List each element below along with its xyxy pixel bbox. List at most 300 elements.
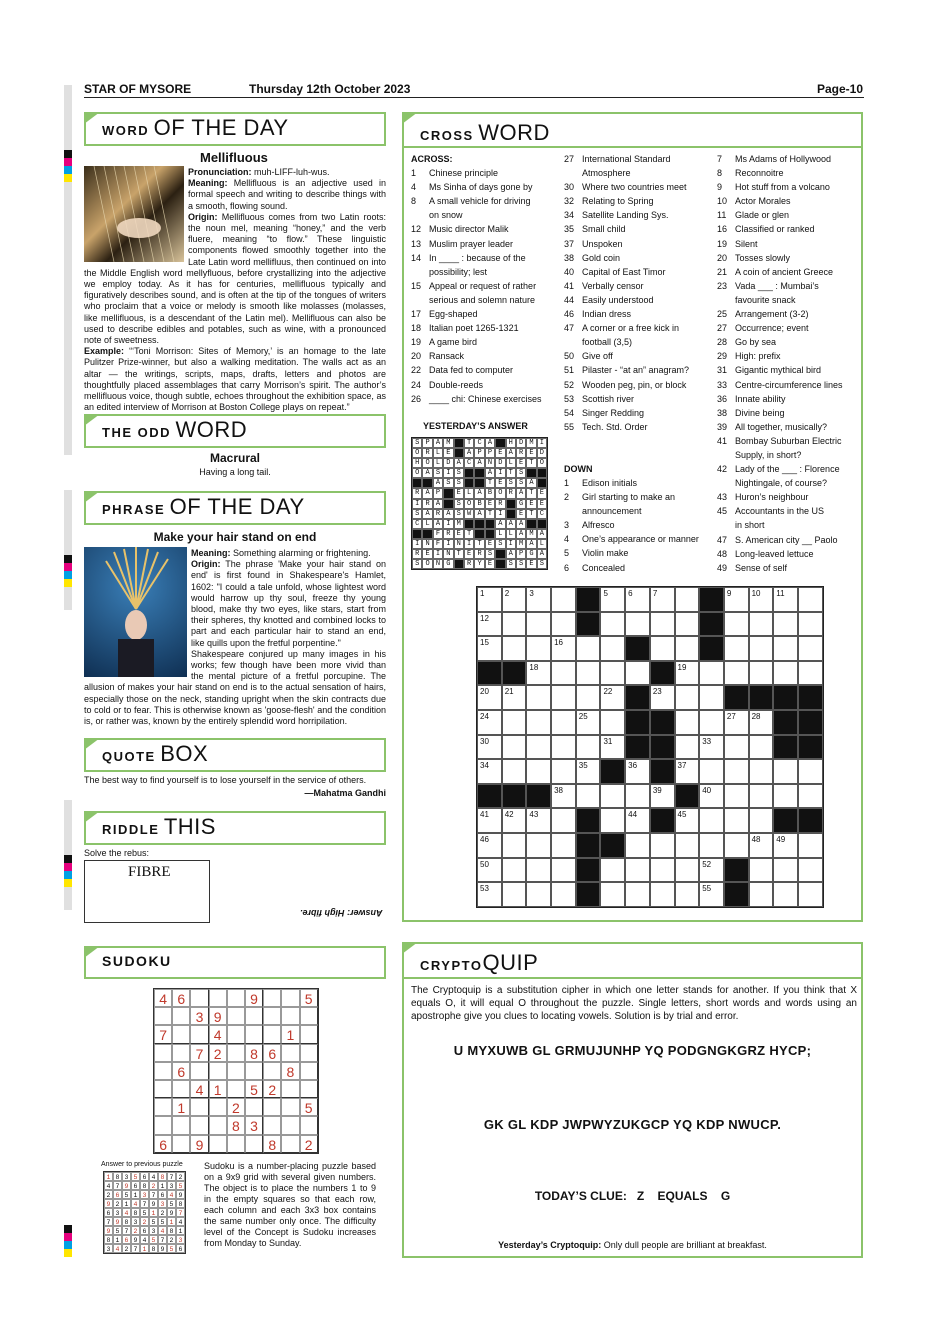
crossword-cell[interactable] bbox=[724, 612, 749, 637]
crossword-cell[interactable] bbox=[551, 612, 576, 637]
sudoku-cell[interactable] bbox=[154, 1098, 172, 1116]
crossword-cell[interactable] bbox=[675, 882, 700, 907]
crossword-cell[interactable] bbox=[749, 833, 774, 858]
crossword-cell[interactable] bbox=[699, 759, 724, 784]
crossword-cell[interactable] bbox=[502, 808, 527, 833]
answer-cell: B bbox=[474, 499, 484, 509]
crossword-cell[interactable] bbox=[773, 661, 798, 686]
sudoku-cell[interactable] bbox=[209, 989, 227, 1007]
crossword-cell[interactable] bbox=[502, 882, 527, 907]
cell-number: 27 bbox=[726, 711, 736, 721]
sudoku-cell[interactable] bbox=[227, 1062, 245, 1080]
crossword-cell[interactable] bbox=[502, 759, 527, 784]
prev-sudoku-cell: 7 bbox=[131, 1244, 140, 1253]
clue-number: 40 bbox=[564, 266, 575, 277]
clue-number: 10 bbox=[717, 196, 728, 207]
crossword-cell[interactable] bbox=[650, 858, 675, 883]
answer-cell: G bbox=[516, 499, 526, 509]
sudoku-cell[interactable] bbox=[281, 1007, 299, 1025]
prev-sudoku-cell: 3 bbox=[104, 1244, 113, 1253]
crossword-cell[interactable] bbox=[724, 735, 749, 760]
sudoku-cell[interactable] bbox=[300, 1116, 318, 1134]
answer-cell: R bbox=[443, 529, 453, 539]
clue-number: 27 bbox=[564, 154, 575, 164]
answer-cell: C bbox=[412, 519, 422, 529]
crossword-cell[interactable] bbox=[600, 685, 625, 710]
crossword-cell[interactable] bbox=[502, 735, 527, 760]
clue-text: High: prefix bbox=[735, 351, 781, 362]
crossword-cell[interactable] bbox=[798, 587, 823, 612]
sudoku-cell[interactable] bbox=[209, 1116, 227, 1134]
crossword-cell[interactable] bbox=[724, 661, 749, 686]
section-title-small: RIDDLE bbox=[102, 822, 160, 837]
answer-cell: D bbox=[516, 438, 526, 448]
crossword-cell[interactable] bbox=[724, 636, 749, 661]
crossword-cell bbox=[798, 685, 823, 710]
answer-cell: N bbox=[485, 458, 495, 468]
crossword-cell[interactable] bbox=[650, 587, 675, 612]
sudoku-cell[interactable] bbox=[281, 1044, 299, 1062]
crossword-cell[interactable] bbox=[798, 882, 823, 907]
answer-cell bbox=[537, 468, 547, 478]
crossword-cell[interactable] bbox=[477, 636, 502, 661]
crossword-cell[interactable] bbox=[551, 858, 576, 883]
crossword-cell[interactable] bbox=[551, 710, 576, 735]
clue-text: Innate ability bbox=[735, 393, 786, 404]
crossword-cell[interactable] bbox=[526, 833, 551, 858]
prev-sudoku-cell: 2 bbox=[176, 1172, 185, 1181]
crossword-cell[interactable] bbox=[600, 735, 625, 760]
crossword-cell[interactable] bbox=[675, 833, 700, 858]
crossword-cell[interactable] bbox=[773, 587, 798, 612]
crossword-cell bbox=[650, 808, 675, 833]
sudoku-cell[interactable] bbox=[281, 1080, 299, 1098]
sudoku-cell[interactable] bbox=[263, 1007, 281, 1025]
crossword-cell[interactable] bbox=[798, 661, 823, 686]
sudoku-cell[interactable] bbox=[281, 1098, 299, 1116]
sudoku-cell[interactable] bbox=[154, 1007, 172, 1025]
crossword-cell[interactable] bbox=[798, 833, 823, 858]
crossword-cell[interactable] bbox=[600, 587, 625, 612]
phrase-meaning-label: Meaning: bbox=[191, 548, 231, 558]
crossword-cell[interactable] bbox=[502, 710, 527, 735]
clue-number: 6 bbox=[564, 562, 570, 573]
crossword-cell[interactable] bbox=[724, 587, 749, 612]
sudoku-cell[interactable] bbox=[245, 1007, 263, 1025]
crossword-cell[interactable] bbox=[502, 612, 527, 637]
crossword-grid[interactable] bbox=[476, 586, 824, 908]
answer-cell: F bbox=[433, 539, 443, 549]
crossword-cell[interactable] bbox=[675, 808, 700, 833]
crossword-cell[interactable] bbox=[477, 612, 502, 637]
crossword-cell[interactable] bbox=[650, 833, 675, 858]
clue-text: Double-reeds bbox=[429, 379, 484, 390]
sudoku-cell[interactable] bbox=[281, 1135, 299, 1153]
crossword-cell[interactable] bbox=[749, 636, 774, 661]
crossword-cell bbox=[699, 636, 724, 661]
crossword-cell[interactable] bbox=[749, 759, 774, 784]
crossword-cell[interactable] bbox=[576, 661, 601, 686]
clue-text: A corner or a free kick in bbox=[582, 323, 680, 334]
crossword-cell[interactable] bbox=[773, 784, 798, 809]
sudoku-cell[interactable] bbox=[263, 1062, 281, 1080]
crossword-cell bbox=[502, 784, 527, 809]
crossword-cell[interactable] bbox=[502, 587, 527, 612]
answer-cell: D bbox=[443, 458, 453, 468]
crossword-cell[interactable] bbox=[749, 882, 774, 907]
sudoku-cell[interactable] bbox=[209, 1098, 227, 1116]
crossword-cell[interactable] bbox=[551, 833, 576, 858]
crossword-cell[interactable] bbox=[551, 685, 576, 710]
clue-text: Ms Sinha of days gone by bbox=[429, 182, 533, 193]
sudoku-cell: 5 bbox=[245, 1080, 263, 1098]
crossword-cell[interactable] bbox=[699, 808, 724, 833]
answer-cell: L bbox=[464, 488, 474, 498]
crossword-cell[interactable] bbox=[526, 661, 551, 686]
prev-sudoku-cell: 8 bbox=[122, 1217, 131, 1226]
sudoku-cell[interactable] bbox=[300, 1025, 318, 1043]
crossword-cell[interactable] bbox=[749, 808, 774, 833]
clue-text: serious and solemn nature bbox=[429, 294, 536, 305]
crossword-cell bbox=[625, 636, 650, 661]
prev-sudoku-cell: 3 bbox=[167, 1181, 176, 1190]
crossword-cell[interactable] bbox=[576, 710, 601, 735]
crossword-cell[interactable] bbox=[477, 833, 502, 858]
crossword-cell[interactable] bbox=[551, 636, 576, 661]
crossword-cell[interactable] bbox=[749, 784, 774, 809]
crossword-cell[interactable] bbox=[600, 858, 625, 883]
crossword-cell[interactable] bbox=[625, 759, 650, 784]
clue bbox=[717, 476, 857, 490]
crossword-cell[interactable] bbox=[699, 685, 724, 710]
clue-number bbox=[411, 208, 429, 222]
answer-cell bbox=[495, 549, 505, 559]
answer-cell bbox=[454, 438, 464, 448]
sudoku-cell[interactable] bbox=[154, 1116, 172, 1134]
crossword-cell[interactable] bbox=[699, 858, 724, 883]
crossword-cell[interactable] bbox=[773, 833, 798, 858]
answer-cell bbox=[412, 529, 422, 539]
crossword-cell[interactable] bbox=[699, 661, 724, 686]
sudoku-cell: 5 bbox=[300, 989, 318, 1007]
sudoku-cell[interactable] bbox=[209, 1062, 227, 1080]
sudoku-cell[interactable] bbox=[300, 1007, 318, 1025]
crossword-cell[interactable] bbox=[502, 636, 527, 661]
clue-number: 11 bbox=[717, 210, 727, 221]
crossword-cell[interactable] bbox=[798, 759, 823, 784]
crossword-cell[interactable] bbox=[576, 735, 601, 760]
crossword-cell[interactable] bbox=[526, 710, 551, 735]
clue bbox=[564, 279, 714, 293]
crossword-cell[interactable] bbox=[526, 759, 551, 784]
answer-cell: C bbox=[537, 509, 547, 519]
cell-number: 39 bbox=[652, 785, 662, 795]
sudoku-cell[interactable] bbox=[263, 1116, 281, 1134]
crossword-cell[interactable] bbox=[600, 882, 625, 907]
crossword-cell[interactable] bbox=[650, 784, 675, 809]
crossword-cell[interactable] bbox=[526, 858, 551, 883]
sudoku-cell[interactable] bbox=[227, 1080, 245, 1098]
crossword-cell[interactable] bbox=[526, 882, 551, 907]
crossword-cell[interactable] bbox=[477, 735, 502, 760]
sudoku-cell[interactable] bbox=[281, 1116, 299, 1134]
crossword-cell[interactable] bbox=[749, 735, 774, 760]
crossword-cell[interactable] bbox=[798, 612, 823, 637]
crossword-cell[interactable] bbox=[675, 858, 700, 883]
sudoku-cell[interactable] bbox=[300, 1044, 318, 1062]
clue-number: 1 bbox=[411, 168, 417, 179]
clue-number: 42 bbox=[717, 464, 728, 475]
sudoku-cell[interactable] bbox=[227, 1135, 245, 1153]
cell-number: 1 bbox=[480, 589, 485, 598]
crossword-cell[interactable] bbox=[773, 882, 798, 907]
crossword-cell[interactable] bbox=[551, 759, 576, 784]
crossword-cell[interactable] bbox=[477, 759, 502, 784]
word-of-day-header bbox=[84, 112, 386, 146]
clue-text: Verbally censor bbox=[582, 280, 644, 291]
sudoku-cell[interactable] bbox=[190, 1062, 208, 1080]
sudoku-cell: 8 bbox=[245, 1044, 263, 1062]
clue bbox=[717, 406, 857, 420]
crossword-cell[interactable] bbox=[749, 587, 774, 612]
crossword-cell[interactable] bbox=[526, 636, 551, 661]
answer-cell: O bbox=[464, 499, 474, 509]
sudoku-cell[interactable] bbox=[209, 1135, 227, 1153]
clue-number: 1 bbox=[564, 477, 570, 488]
crossword-cell[interactable] bbox=[724, 759, 749, 784]
crossword-cell[interactable] bbox=[749, 858, 774, 883]
clue-text: Long-leaved lettuce bbox=[735, 548, 814, 559]
crossword-cell[interactable] bbox=[600, 612, 625, 637]
crossword-cell[interactable] bbox=[526, 587, 551, 612]
crossword-cell[interactable] bbox=[749, 612, 774, 637]
sudoku-cell[interactable] bbox=[190, 1025, 208, 1043]
prev-sudoku-cell: 6 bbox=[104, 1208, 113, 1217]
crossword-cell[interactable] bbox=[625, 587, 650, 612]
crossword-cell[interactable] bbox=[724, 710, 749, 735]
sudoku-cell[interactable] bbox=[263, 1025, 281, 1043]
answer-cell bbox=[443, 488, 453, 498]
prev-sudoku-cell: 2 bbox=[140, 1217, 149, 1226]
sudoku-cell[interactable] bbox=[227, 1044, 245, 1062]
sudoku-cell[interactable] bbox=[172, 1044, 190, 1062]
crossword-cell[interactable] bbox=[724, 833, 749, 858]
previous-sudoku-grid bbox=[103, 1171, 186, 1254]
sudoku-cell[interactable] bbox=[154, 1080, 172, 1098]
crossword-cell[interactable] bbox=[724, 808, 749, 833]
crossword-cell[interactable] bbox=[773, 612, 798, 637]
crossword-cell[interactable] bbox=[798, 636, 823, 661]
crossword-cell[interactable] bbox=[675, 587, 700, 612]
crossword-cell[interactable] bbox=[699, 784, 724, 809]
crossword-cell[interactable] bbox=[502, 833, 527, 858]
crossword-cell bbox=[773, 685, 798, 710]
clue-text: Where two countries meet bbox=[582, 182, 687, 193]
crossword-cell[interactable] bbox=[749, 661, 774, 686]
sudoku-cell[interactable] bbox=[300, 1062, 318, 1080]
answer-cell: M bbox=[516, 539, 526, 549]
clue-number: 18 bbox=[411, 323, 422, 334]
sudoku-cell[interactable] bbox=[245, 1098, 263, 1116]
prev-sudoku-cell: 1 bbox=[122, 1199, 131, 1208]
prev-sudoku-cell: 5 bbox=[176, 1181, 185, 1190]
crossword-cell[interactable] bbox=[699, 833, 724, 858]
crossword-cell[interactable] bbox=[551, 661, 576, 686]
sudoku-cell[interactable] bbox=[227, 989, 245, 1007]
crossword-cell[interactable] bbox=[625, 661, 650, 686]
sudoku-grid[interactable] bbox=[153, 988, 319, 1154]
clue-text: Glade or glen bbox=[735, 210, 790, 221]
crossword-cell[interactable] bbox=[576, 636, 601, 661]
sudoku-cell[interactable] bbox=[227, 1025, 245, 1043]
crossword-cell[interactable] bbox=[625, 882, 650, 907]
crossword-cell[interactable] bbox=[600, 636, 625, 661]
clue-number bbox=[564, 504, 582, 518]
crossword-cell[interactable] bbox=[477, 858, 502, 883]
crossword-cell[interactable] bbox=[650, 636, 675, 661]
answer-cell: T bbox=[506, 468, 516, 478]
cell-number: 53 bbox=[480, 884, 489, 894]
crossword-cell[interactable] bbox=[526, 685, 551, 710]
clue-text: Unspoken bbox=[582, 238, 623, 249]
crossword-cell[interactable] bbox=[477, 882, 502, 907]
yesterday-grid bbox=[411, 437, 548, 570]
clue-number: 46 bbox=[564, 309, 575, 320]
sudoku-cell[interactable] bbox=[263, 1098, 281, 1116]
crossword-cell[interactable] bbox=[551, 735, 576, 760]
answer-cell: S bbox=[454, 478, 464, 488]
clue-text: S. American city __ Paolo bbox=[735, 534, 838, 545]
crossword-cell[interactable] bbox=[600, 808, 625, 833]
sudoku-cell[interactable] bbox=[245, 1025, 263, 1043]
crossword-cell[interactable] bbox=[625, 858, 650, 883]
crossword-cell[interactable] bbox=[749, 710, 774, 735]
cell-number: 46 bbox=[480, 834, 489, 844]
answer-cell: L bbox=[495, 529, 505, 539]
sudoku-cell[interactable] bbox=[172, 1116, 190, 1134]
crossword-cell[interactable] bbox=[699, 882, 724, 907]
clue-number: 23 bbox=[717, 280, 728, 291]
crossword-cell[interactable] bbox=[650, 882, 675, 907]
crossword-cell[interactable] bbox=[675, 612, 700, 637]
crossword-cell[interactable] bbox=[724, 784, 749, 809]
crossword-cell[interactable] bbox=[600, 710, 625, 735]
crossword-cell[interactable] bbox=[625, 833, 650, 858]
quote-header bbox=[84, 738, 386, 772]
clue-number: 36 bbox=[717, 393, 728, 404]
crossword-cell[interactable] bbox=[551, 784, 576, 809]
crossword-cell[interactable] bbox=[551, 882, 576, 907]
sudoku-cell[interactable] bbox=[190, 1098, 208, 1116]
prev-sudoku-cell: 5 bbox=[149, 1235, 158, 1244]
crossword-cell[interactable] bbox=[650, 685, 675, 710]
crossword-cell[interactable] bbox=[477, 710, 502, 735]
sudoku-cell[interactable] bbox=[281, 989, 299, 1007]
answer-cell bbox=[474, 468, 484, 478]
sudoku-cell[interactable] bbox=[245, 1135, 263, 1153]
clue-text: ____ chi: Chinese exercises bbox=[429, 393, 542, 404]
crossword-cell[interactable] bbox=[675, 759, 700, 784]
prev-sudoku-cell: 4 bbox=[131, 1199, 140, 1208]
crossword-cell[interactable] bbox=[625, 808, 650, 833]
crossword-cell[interactable] bbox=[600, 661, 625, 686]
prev-sudoku-cell: 9 bbox=[104, 1226, 113, 1235]
crossword-cell[interactable] bbox=[551, 587, 576, 612]
sudoku-cell[interactable] bbox=[172, 1135, 190, 1153]
cell-number: 24 bbox=[480, 711, 489, 721]
crossword-cell[interactable] bbox=[798, 784, 823, 809]
crossword-cell[interactable] bbox=[477, 587, 502, 612]
crossword-cell[interactable] bbox=[551, 808, 576, 833]
crossword-cell[interactable] bbox=[526, 735, 551, 760]
crossword-cell[interactable] bbox=[699, 710, 724, 735]
prev-sudoku-cell: 5 bbox=[167, 1199, 176, 1208]
crossword-cell[interactable] bbox=[625, 784, 650, 809]
crossword-cell[interactable] bbox=[526, 612, 551, 637]
sudoku-cell[interactable] bbox=[172, 1080, 190, 1098]
crossword-cell[interactable] bbox=[600, 784, 625, 809]
crossword-cell[interactable] bbox=[625, 612, 650, 637]
crossword-cell[interactable] bbox=[502, 685, 527, 710]
sudoku-cell[interactable] bbox=[172, 1025, 190, 1043]
crossword-cell[interactable] bbox=[576, 784, 601, 809]
answer-cell bbox=[422, 478, 432, 488]
sudoku-cell[interactable] bbox=[263, 989, 281, 1007]
crossword-cell[interactable] bbox=[502, 858, 527, 883]
crossword-cell[interactable] bbox=[675, 685, 700, 710]
clue bbox=[411, 222, 561, 236]
sudoku-cell[interactable] bbox=[300, 1080, 318, 1098]
crossword-cell[interactable] bbox=[650, 612, 675, 637]
clue-text: football (3,5) bbox=[582, 337, 633, 348]
crossword-cell[interactable] bbox=[576, 685, 601, 710]
crossword-cell[interactable] bbox=[526, 808, 551, 833]
sudoku-cell[interactable] bbox=[172, 1007, 190, 1025]
side-strip bbox=[64, 490, 72, 610]
crossword-cell[interactable] bbox=[773, 636, 798, 661]
clue-number: 22 bbox=[411, 365, 422, 376]
crossword-cell[interactable] bbox=[699, 735, 724, 760]
crossword-cell[interactable] bbox=[675, 710, 700, 735]
crossword-cell[interactable] bbox=[798, 858, 823, 883]
section-title-big: OF THE DAY bbox=[169, 494, 305, 519]
crossword-cell[interactable] bbox=[675, 661, 700, 686]
sudoku-cell[interactable] bbox=[190, 989, 208, 1007]
answer-cell: E bbox=[422, 549, 432, 559]
answer-cell: A bbox=[422, 468, 432, 478]
cell-number: 52 bbox=[702, 859, 712, 869]
word-title: Mellifluous bbox=[200, 150, 268, 165]
sudoku-cell[interactable] bbox=[154, 1062, 172, 1080]
sudoku-cell[interactable] bbox=[190, 1116, 208, 1134]
crossword-cell[interactable] bbox=[477, 685, 502, 710]
clue bbox=[564, 321, 714, 335]
answer-cell: R bbox=[433, 509, 443, 519]
crossword-cell[interactable] bbox=[675, 636, 700, 661]
clue-number: 19 bbox=[717, 238, 728, 249]
sudoku-cell[interactable] bbox=[245, 1062, 263, 1080]
sudoku-cell[interactable] bbox=[227, 1007, 245, 1025]
sudoku-cell: 7 bbox=[154, 1025, 172, 1043]
sudoku-cell: 5 bbox=[300, 1098, 318, 1116]
crossword-cell[interactable] bbox=[773, 858, 798, 883]
crossword-cell[interactable] bbox=[773, 759, 798, 784]
crossword-cell[interactable] bbox=[675, 735, 700, 760]
crossword-cell bbox=[625, 685, 650, 710]
crossword-cell[interactable] bbox=[477, 808, 502, 833]
sudoku-cell[interactable] bbox=[154, 1044, 172, 1062]
crossword-cell[interactable] bbox=[576, 759, 601, 784]
